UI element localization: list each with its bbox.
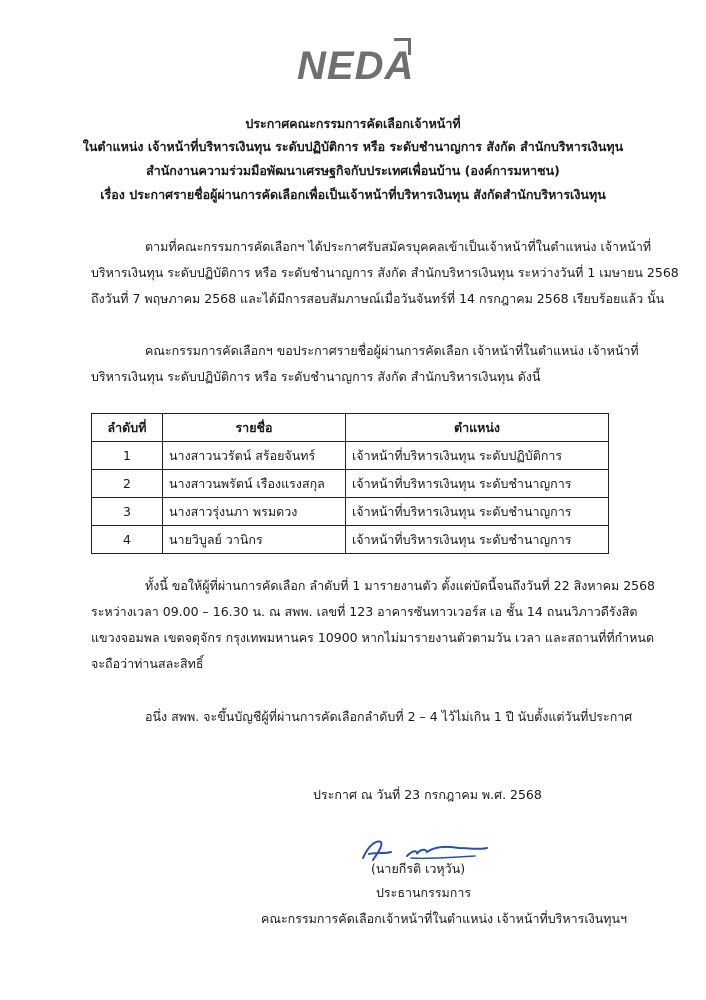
para3-line2: ระหว่างเวลา 09.00 – 16.30 น. ณ สพพ. เลขที่ 123 อาคารซันทาวเวอร์ส เอ ชั้น 14 ถนนวิภาวดีรังสิต <box>91 604 638 619</box>
table-row <box>92 470 609 498</box>
para3-line4: จะถือว่าท่านสละสิทธิ์ <box>91 656 204 671</box>
announcement-date: ประกาศ ณ วันที่ 23 กรกฎาคม พ.ศ. 2568 <box>313 787 542 802</box>
selected-candidates-table <box>91 413 609 554</box>
row-order: 1 <box>92 442 163 470</box>
heading-line-3: สำนักงานความร่วมมือพัฒนาเศรษฐกิจกับประเทศเพื่อนบ้าน (องค์การมหาชน) <box>146 163 560 178</box>
heading-subject: เรื่อง ประกาศรายชื่อผู้ผ่านการคัดเลือกเพื่อเป็นเจ้าหน้าที่บริหารเงินทุน สังกัดสำนักบริหารเงินทุน <box>100 187 606 202</box>
table-header-row <box>92 414 609 442</box>
para4-line1: อนึ่ง สพพ. จะขึ้นบัญชีผู้ที่ผ่านการคัดเลือกลำดับที่ 2 – 4 ไว้ไม่เกิน 1 ปี นับตั้งแต่วันที่ประกาศ <box>145 709 633 724</box>
row-name: นางสาวรุ่งนภา พรมดวง <box>163 498 346 526</box>
row-order: 3 <box>92 498 163 526</box>
heading-line-2: ในตำแหน่ง เจ้าหน้าที่บริหารเงินทุน ระดับปฏิบัติการ หรือ ระดับชำนาญการ สังกัด สำนักบริหารเงินทุน <box>82 139 624 154</box>
para2-line2: บริหารเงินทุน ระดับปฏิบัติการ หรือ ระดับชำนาญการ สังกัด สำนักบริหารเงินทุน ดังนี้ <box>91 369 541 384</box>
table-row <box>92 498 609 526</box>
header-name: รายชื่อ <box>163 414 346 442</box>
row-name: นายวิบูลย์ วานิกร <box>163 526 346 554</box>
para3-line3: แขวงจอมพล เขตจตุจักร กรุงเทพมหานคร 10900 หากไม่มารายงานตัวตามวัน เวลา และสถานที่ที่กำหนด <box>91 630 655 645</box>
signatory-role: ประธานกรรมการ <box>376 885 472 900</box>
logo-wordmark: NEDA <box>297 44 415 88</box>
para1-line1: ตามที่คณะกรรมการคัดเลือกฯ ได้ประกาศรับสมัครบุคคลเข้าเป็นเจ้าหน้าที่ในตำแหน่ง เจ้าหน้าที่ <box>145 239 652 254</box>
para3-line1: ทั้งนี้ ขอให้ผู้ที่ผ่านการคัดเลือก ลำดับที่ 1 มารายงานตัว ตั้งแต่บัดนี้จนถึงวันที่ 22 สิงหาคม 2568 <box>145 578 656 593</box>
para1-line3: ถึงวันที่ 7 พฤษภาคม 2568 และได้มีการสอบสัมภาษณ์เมื่อวันจันทร์ที่ 14 กรกฎาคม 2568 เรียบร้อยแล้ว นั้น <box>91 291 665 306</box>
row-name: นางสาวนพรัตน์ เรืองแรงสกุล <box>163 470 346 498</box>
logo-corner-mark <box>394 38 411 55</box>
row-order: 4 <box>92 526 163 554</box>
header-position: ตำแหน่ง <box>346 414 609 442</box>
para1-line2: บริหารเงินทุน ระดับปฏิบัติการ หรือ ระดับชำนาญการ สังกัด สำนักบริหารเงินทุน ระหว่างวันที่ 1 เมษายน 2568 <box>91 265 679 280</box>
para2-line1: คณะกรรมการคัดเลือกฯ ขอประกาศรายชื่อผู้ผ่านการคัดเลือก เจ้าหน้าที่ในตำแหน่ง เจ้าหน้าที่ <box>145 343 639 358</box>
heading-line-1: ประกาศคณะกรรมการคัดเลือกเจ้าหน้าที่ <box>245 116 461 131</box>
row-name: นางสาวนวรัตน์ สร้อยจันทร์ <box>163 442 346 470</box>
row-position: เจ้าหน้าที่บริหารเงินทุน ระดับชำนาญการ <box>346 470 609 498</box>
table-row <box>92 442 609 470</box>
header-order: ลำดับที่ <box>92 414 163 442</box>
committee-name: คณะกรรมการคัดเลือกเจ้าหน้าที่ในตำแหน่ง เจ้าหน้าที่บริหารเงินทุนฯ <box>261 911 628 926</box>
neda-logo <box>297 38 413 90</box>
table-row <box>92 526 609 554</box>
signatory-name: (นายกีรติ เวหุวัน) <box>371 861 466 876</box>
row-position: เจ้าหน้าที่บริหารเงินทุน ระดับปฏิบัติการ <box>346 442 609 470</box>
row-position: เจ้าหน้าที่บริหารเงินทุน ระดับชำนาญการ <box>346 498 609 526</box>
row-order: 2 <box>92 470 163 498</box>
row-position: เจ้าหน้าที่บริหารเงินทุน ระดับชำนาญการ <box>346 526 609 554</box>
